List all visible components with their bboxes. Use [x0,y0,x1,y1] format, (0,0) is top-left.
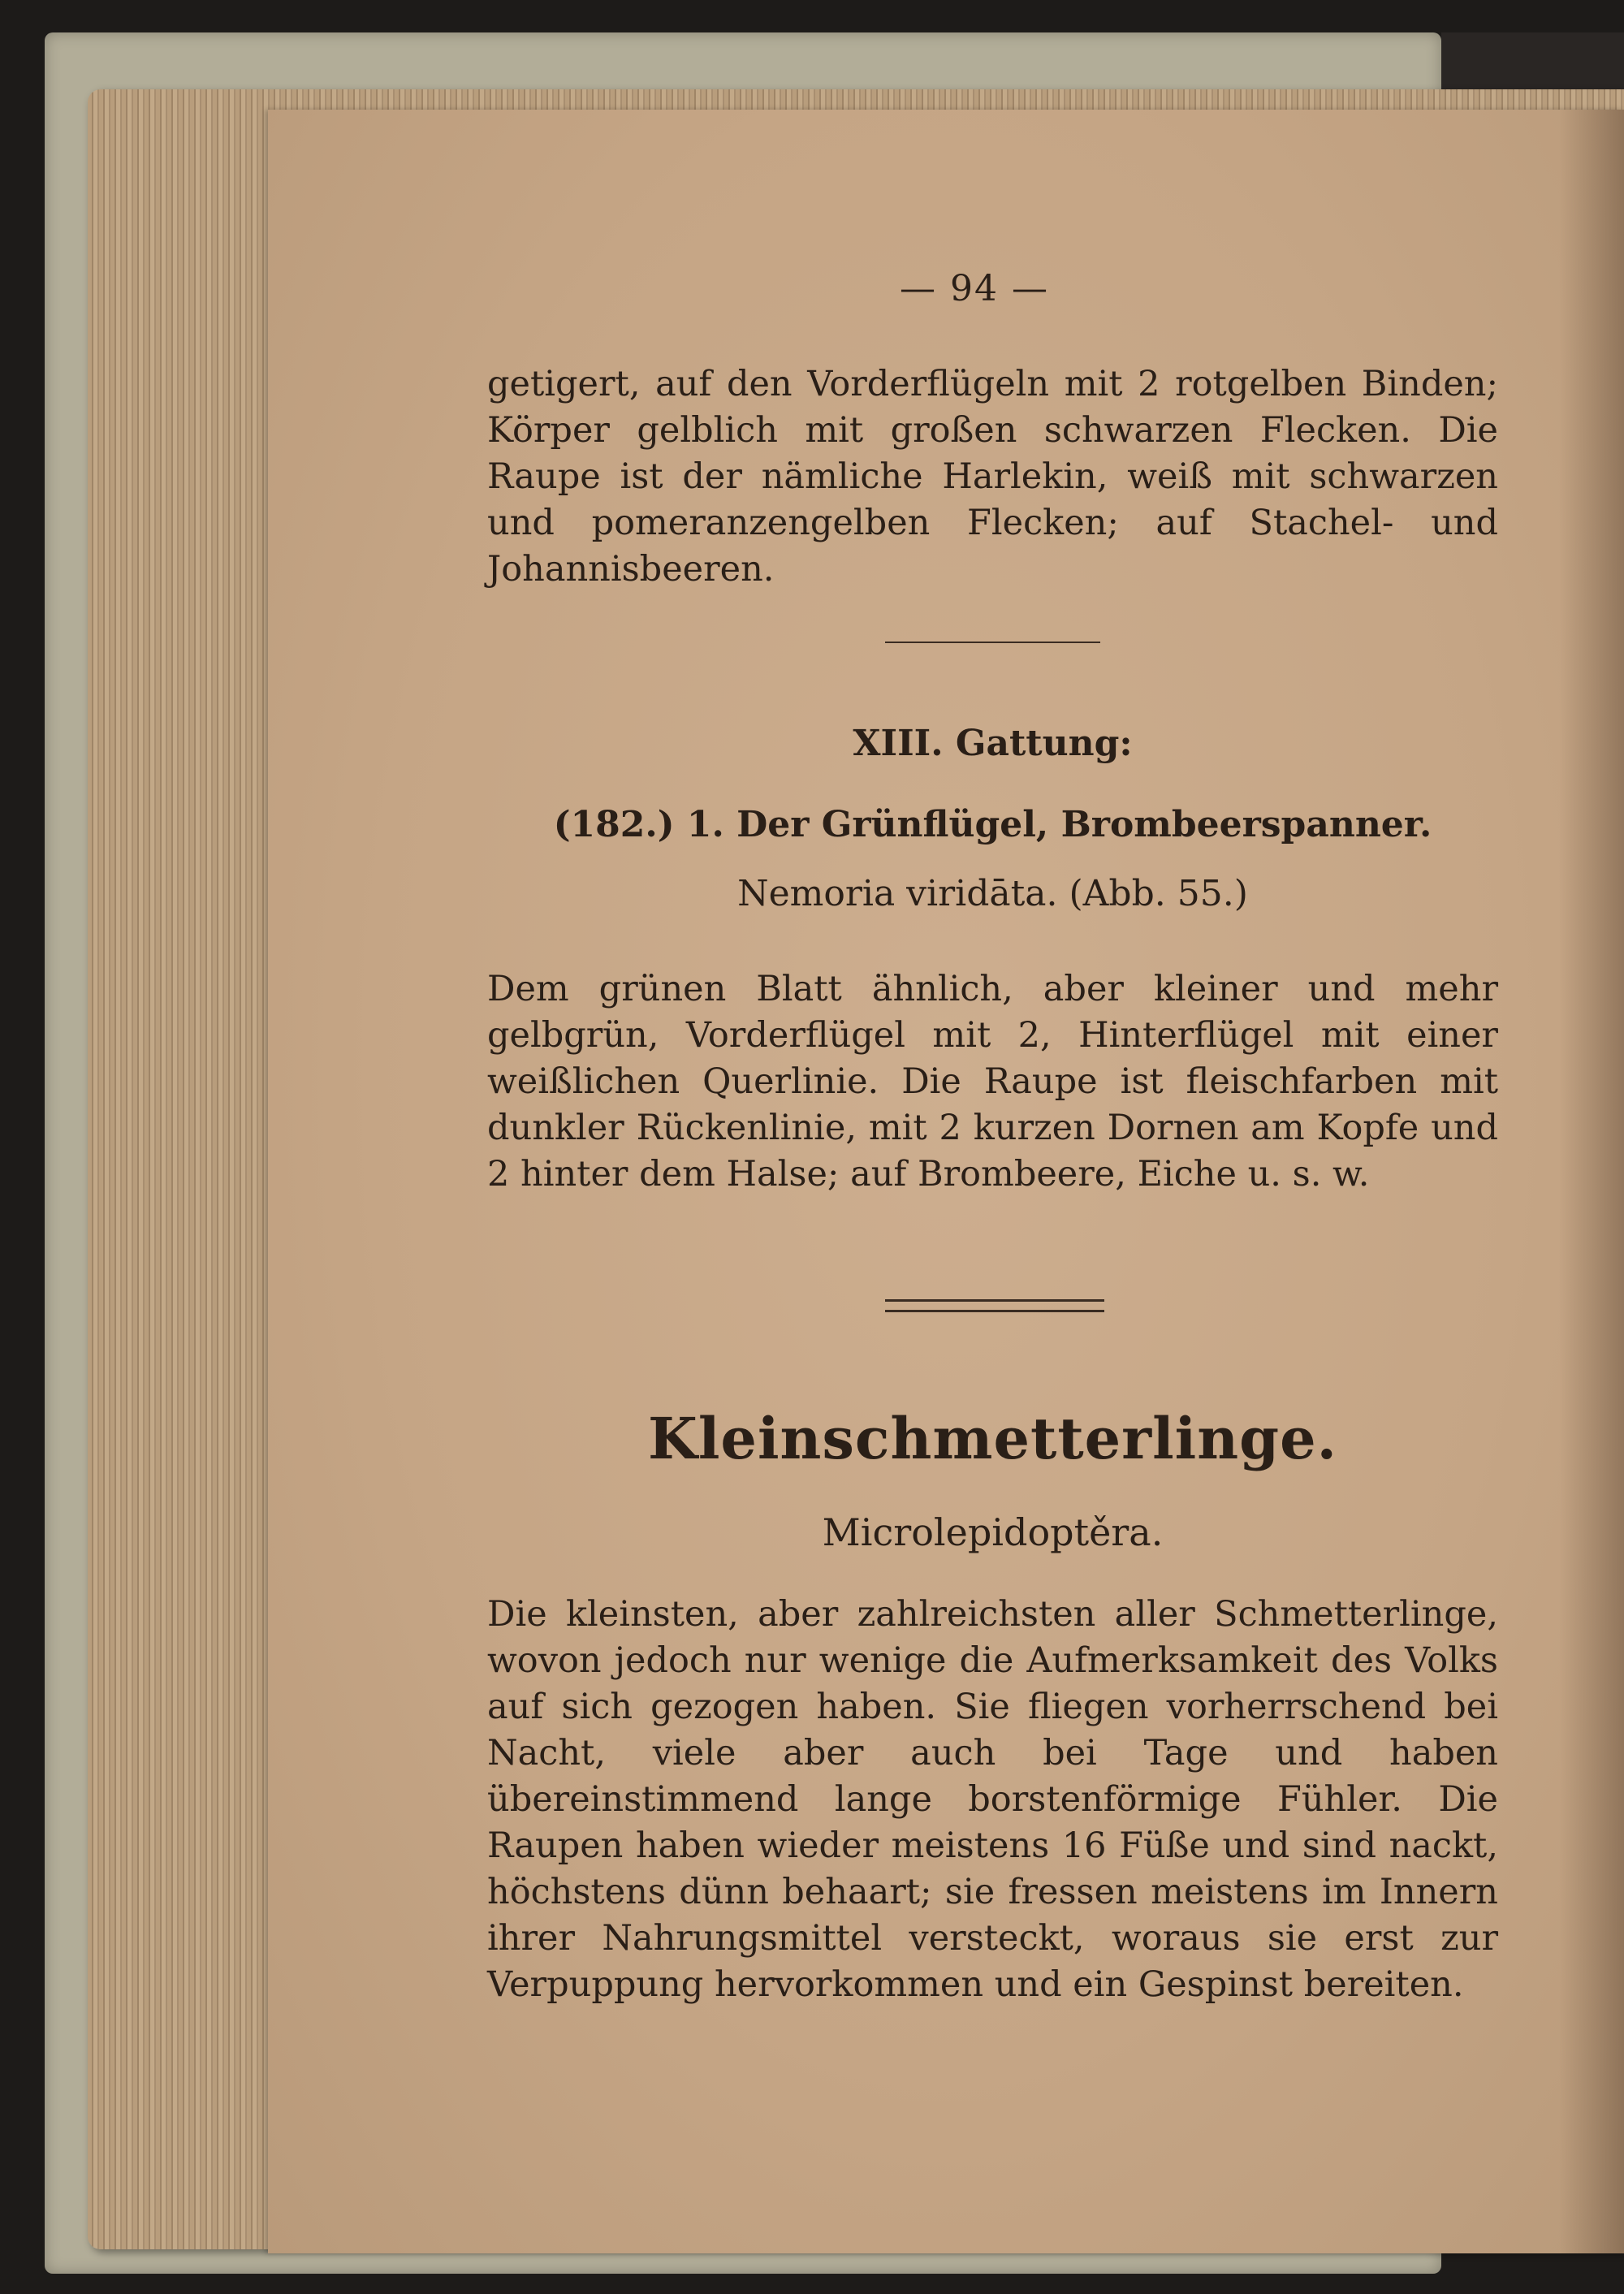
genus-heading: XIII. Gattung: [853,723,1133,764]
species-description: Dem grünen Blatt ähnlich, aber kleiner und mehr gelbgrün, Vorderflügel mit 2, Hinterflügel mit einer weißlichen Querlinie. Die Raupe ist fleischfarben mit dunkler Rückenlinie, mit 2 kurzen Dornen am Kopfe und 2 hinter dem Halse; auf Brombeere, Eiche u. s. w. [487,969,1498,1195]
paragraph-continuation: getigert, auf den Vorderflügeln mit 2 rotgelben Binden; Körper gelblich mit großen schwarzen Flecken. Die Raupe ist der nämliche Harlekin, weiß mit schwarzen und pomeranzengelben Flecken; auf Stachel- und Johannisbeeren. [487,364,1498,590]
double-divider [885,1299,1104,1312]
cover-edge [1441,32,1624,89]
page-number: — 94 — [900,268,1049,309]
page-gutter-shadow [1559,110,1624,2253]
section-description: Die kleinsten, aber zahlreichsten aller Schmetterlinge, wovon jedoch nur wenige die Aufmerksamkeit des Volks auf sich gezogen haben. Sie fliegen vorherrschend bei Nacht, viele aber auch bei Tage und haben übereinstimmend lange borstenförmige Fühler. Die Raupen haben wieder meistens 16 Füße und sind nackt, höchstens dünn behaart; sie fressen meistens im Innern ihrer Nahrungsmittel versteckt, woraus sie erst zur Verpuppung hervorkommen und ein Gespinst bereiten. [487,1594,1498,2005]
section-latin-name: Microlepidoptěra. [822,1510,1164,1554]
section-heading: Kleinschmetterlinge. [648,1405,1337,1472]
species-title: (182.) 1. Der Grünflügel, Brombeerspanner. [553,804,1432,845]
species-latin-name: Nemoria viridāta. (Abb. 55.) [737,873,1248,914]
section-divider [885,642,1100,643]
